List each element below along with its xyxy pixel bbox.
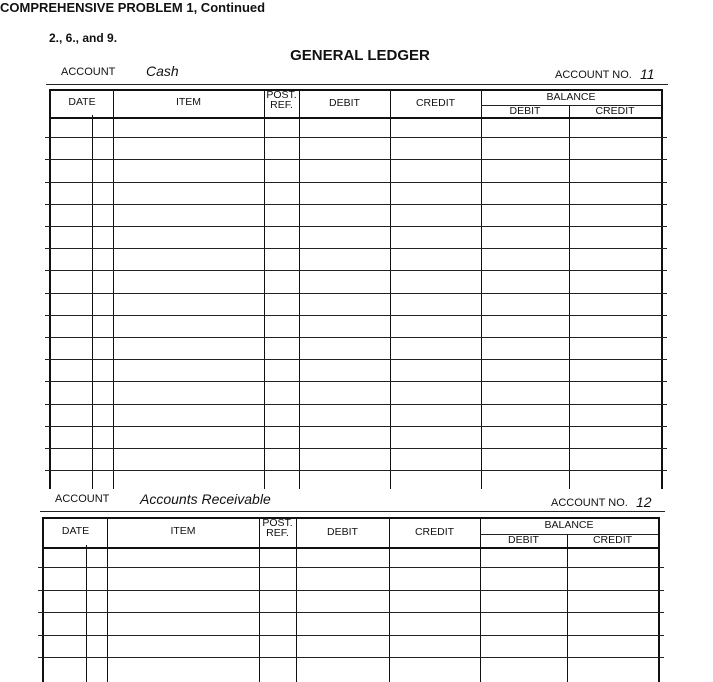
balance-header: BALANCE xyxy=(546,91,596,103)
balance-split-line xyxy=(569,105,570,489)
post-ref-column-line xyxy=(264,89,265,489)
post-ref-header: POST. xyxy=(266,89,297,101)
post-ref-header: POST. xyxy=(262,517,293,529)
account-number[interactable]: 11 xyxy=(640,66,655,82)
date-split-line xyxy=(92,115,93,489)
problem-heading: COMPREHENSIVE PROBLEM 1, Continued xyxy=(0,0,266,15)
ledger-row-line[interactable] xyxy=(45,182,667,183)
balance-split-line xyxy=(567,534,568,682)
item-header: ITEM xyxy=(170,525,196,537)
account-name[interactable]: Cash xyxy=(146,63,179,79)
ledger-row-line[interactable] xyxy=(45,159,667,160)
ledger-row-line[interactable] xyxy=(45,226,667,227)
account-label: ACCOUNT xyxy=(55,493,110,505)
date-header: DATE xyxy=(61,525,90,537)
post-ref-header: REF. xyxy=(266,527,289,539)
ledger-row-line[interactable] xyxy=(45,404,667,405)
ledger-row-line[interactable] xyxy=(45,248,667,249)
balance-column-line xyxy=(481,89,482,489)
account-no-label: ACCOUNT NO. xyxy=(551,497,628,509)
ledger-row-line[interactable] xyxy=(45,137,667,138)
ledger-table-receivable xyxy=(42,517,660,682)
account-no-label: ACCOUNT NO. xyxy=(555,69,632,81)
balance-credit-header: CREDIT xyxy=(595,105,635,117)
ledger-row-line[interactable] xyxy=(45,381,667,382)
ledger-row-line[interactable] xyxy=(45,359,667,360)
account-underline xyxy=(40,511,665,512)
ledger-row-line[interactable] xyxy=(38,657,664,658)
ledger-table-cash xyxy=(49,89,663,489)
credit-header: CREDIT xyxy=(414,526,455,538)
item-column-line xyxy=(113,89,114,489)
ledger-row-line[interactable] xyxy=(38,612,664,613)
balance-debit-header: DEBIT xyxy=(509,105,541,117)
credit-header: CREDIT xyxy=(415,97,456,109)
balance-credit-header: CREDIT xyxy=(592,534,633,546)
ledger-row-line[interactable] xyxy=(38,590,664,591)
ledger-row-line[interactable] xyxy=(45,470,667,471)
problem-subheading: 2., 6., and 9. xyxy=(49,31,118,45)
ledger-row-line[interactable] xyxy=(38,635,664,636)
ledger-row-line[interactable] xyxy=(45,337,667,338)
date-header: DATE xyxy=(68,96,96,108)
ledger-row-line[interactable] xyxy=(45,204,667,205)
ledger-row-line[interactable] xyxy=(45,315,667,316)
ledger-row-line[interactable] xyxy=(45,448,667,449)
balance-header: BALANCE xyxy=(544,519,594,531)
account-number[interactable]: 12 xyxy=(636,494,652,510)
credit-column-line xyxy=(390,89,391,489)
item-header: ITEM xyxy=(175,96,202,108)
ledger-row-line[interactable] xyxy=(45,270,667,271)
account-name[interactable]: Accounts Receivable xyxy=(140,491,271,507)
balance-debit-header: DEBIT xyxy=(508,534,539,546)
account-label: ACCOUNT xyxy=(61,66,116,78)
post-ref-header: REF. xyxy=(270,99,293,111)
debit-header: DEBIT xyxy=(327,526,358,538)
ledger-row-line[interactable] xyxy=(45,426,667,427)
account-underline xyxy=(46,84,668,85)
ledger-title: GENERAL LEDGER xyxy=(290,47,430,64)
debit-column-line xyxy=(299,89,300,489)
ledger-row-line[interactable] xyxy=(45,293,667,294)
ledger-row-line[interactable] xyxy=(38,567,664,568)
date-split-line xyxy=(86,545,87,682)
debit-header: DEBIT xyxy=(329,97,360,109)
